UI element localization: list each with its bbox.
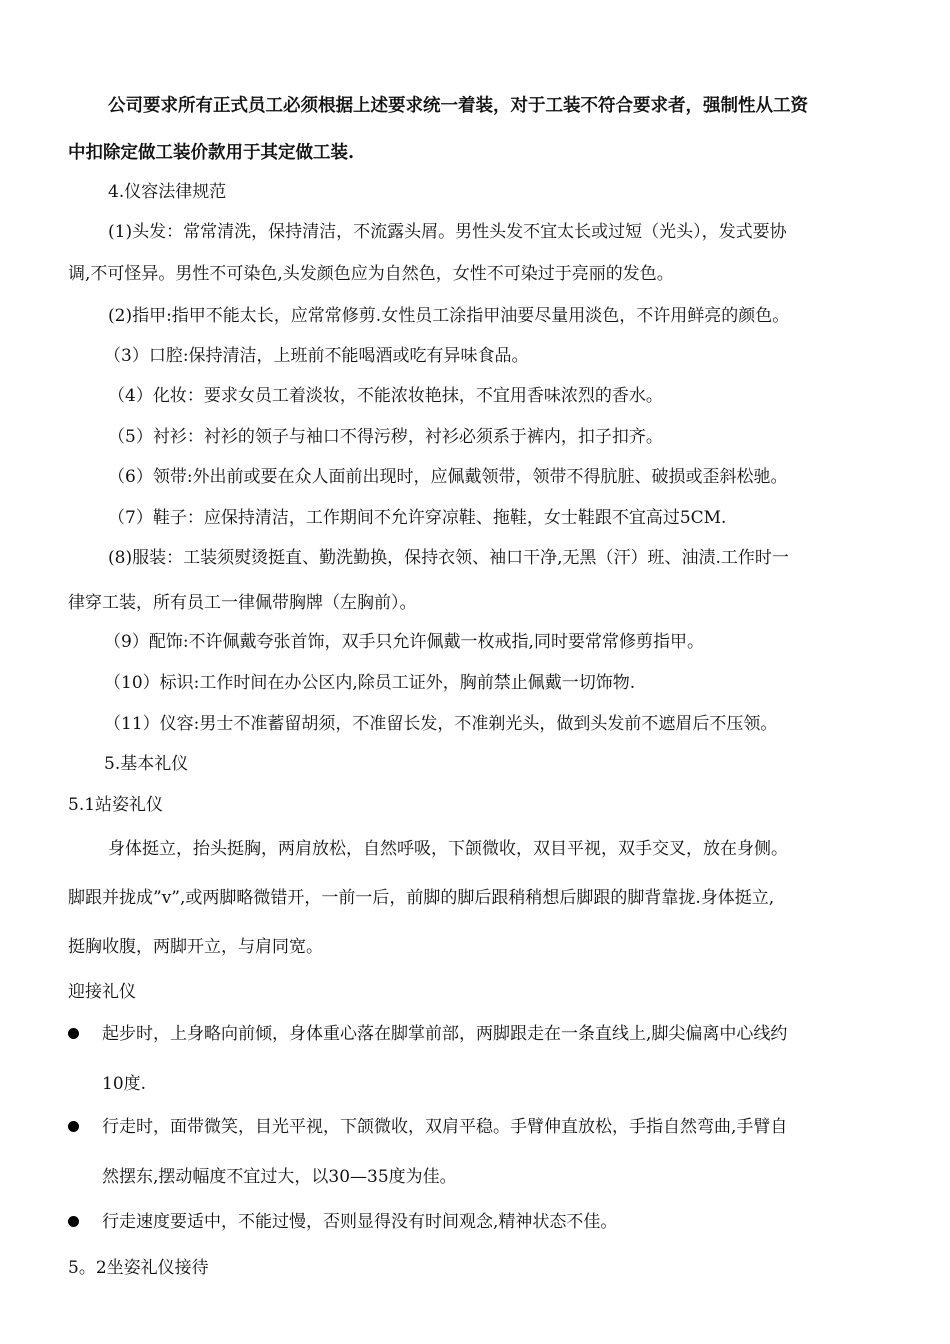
mouth-rule: （3）口腔:保持清洁，上班前不能喝酒或吃有异味食品。 <box>104 346 529 366</box>
shoes-rule: （7）鞋子：应保持清洁，工作期间不允许穿凉鞋、拖鞋，女士鞋跟不宜高过5CM. <box>108 508 727 528</box>
section-5-1-heading: 5.1站姿礼仪 <box>68 795 164 815</box>
clothing-rule-line: 律穿工装，所有员工一律佩带胸牌（左胸前）。 <box>68 593 417 613</box>
section-5-2-heading: 5。2坐姿礼仪接待 <box>68 1258 209 1278</box>
accessories-rule: （9）配饰:不许佩戴夸张首饰，双手只允许佩戴一枚戒指,同时要常常修剪指甲。 <box>104 632 704 652</box>
standing-paragraph-line: 脚跟并拢成”v”,或两脚略微错开，一前一后，前脚的脚后跟稍稍想后脚跟的脚背靠拢.身体挺立, <box>68 888 775 908</box>
hair-rule-line: 调,不可怪异。男性不可染色,头发颜色应为自然色，女性不可染过于亮丽的发色。 <box>68 264 674 284</box>
standing-paragraph-line: 身体挺立，抬头挺胸，两肩放松，自然呼吸，下颌微收，双目平视，双手交叉，放在身侧。 <box>108 839 788 859</box>
intro-paragraph-line: 中扣除定做工装价款用于其定做工装. <box>68 143 355 163</box>
nails-rule: (2)指甲:指甲不能太长，应常常修剪.女性员工涂指甲油要尽量用淡色，不许用鲜亮的颜色。 <box>108 306 790 326</box>
bullet-item-line: 行走速度要适中，不能过慢，否则显得没有时间观念,精神状态不佳。 <box>102 1212 618 1232</box>
standing-paragraph-line: 挺胸收腹，两脚开立，与肩同宽。 <box>68 937 323 957</box>
bullet-dot-icon <box>68 1121 79 1132</box>
appearance-rule: （11）仪容:男士不准蓄留胡须，不准留长发，不准剃光头，做到头发前不遮眉后不压领。 <box>104 714 778 734</box>
hair-rule-line: (1)头发：常常清洗，保持清洁，不流露头屑。男性头发不宜太长或过短（光头），发式要协 <box>108 222 787 242</box>
section-4-heading: 4.仪容法律规范 <box>108 182 227 202</box>
shirt-rule: （5）衬衫：衬衫的领子与袖口不得污秽，衬衫必须系于裤内，扣子扣齐。 <box>108 427 663 447</box>
badge-rule: （10）标识:工作时间在办公区内,除员工证外，胸前禁止佩戴一切饰物. <box>104 673 636 693</box>
bullet-item-line: 10度. <box>102 1074 147 1094</box>
bullet-item-line: 行走时，面带微笑，目光平视，下颌微收，双肩平稳。手臂伸直放松，手指自然弯曲,手臂自 <box>102 1117 788 1137</box>
bullet-dot-icon <box>68 1216 79 1227</box>
section-5-heading: 5.基本礼仪 <box>104 754 189 774</box>
welcome-heading: 迎接礼仪 <box>68 982 136 1002</box>
bullet-item-line: 起步时，上身略向前倾，身体重心落在脚掌前部，两脚跟走在一条直线上,脚尖偏离中心线约 <box>102 1024 788 1044</box>
intro-paragraph-line: 公司要求所有正式员工必须根据上述要求统一着装，对于工装不符合要求者，强制性从工资 <box>108 96 808 116</box>
bullet-item-line: 然摆东,摆动幅度不宜过大，以30—35度为佳。 <box>102 1167 457 1187</box>
bullet-dot-icon <box>68 1028 79 1039</box>
tie-rule: （6）领带:外出前或要在众人面前出现时，应佩戴领带，领带不得肮脏、破损或歪斜松驰。 <box>108 467 788 487</box>
clothing-rule-line: (8)服装：工装须熨烫挺直、勤洗勤换，保持衣领、袖口干净,无黑（汗）班、油渍.工作时一 <box>108 548 789 568</box>
makeup-rule: （4）化妆：要求女员工着淡妆，不能浓妆艳抹，不宜用香味浓烈的香水。 <box>108 386 663 406</box>
